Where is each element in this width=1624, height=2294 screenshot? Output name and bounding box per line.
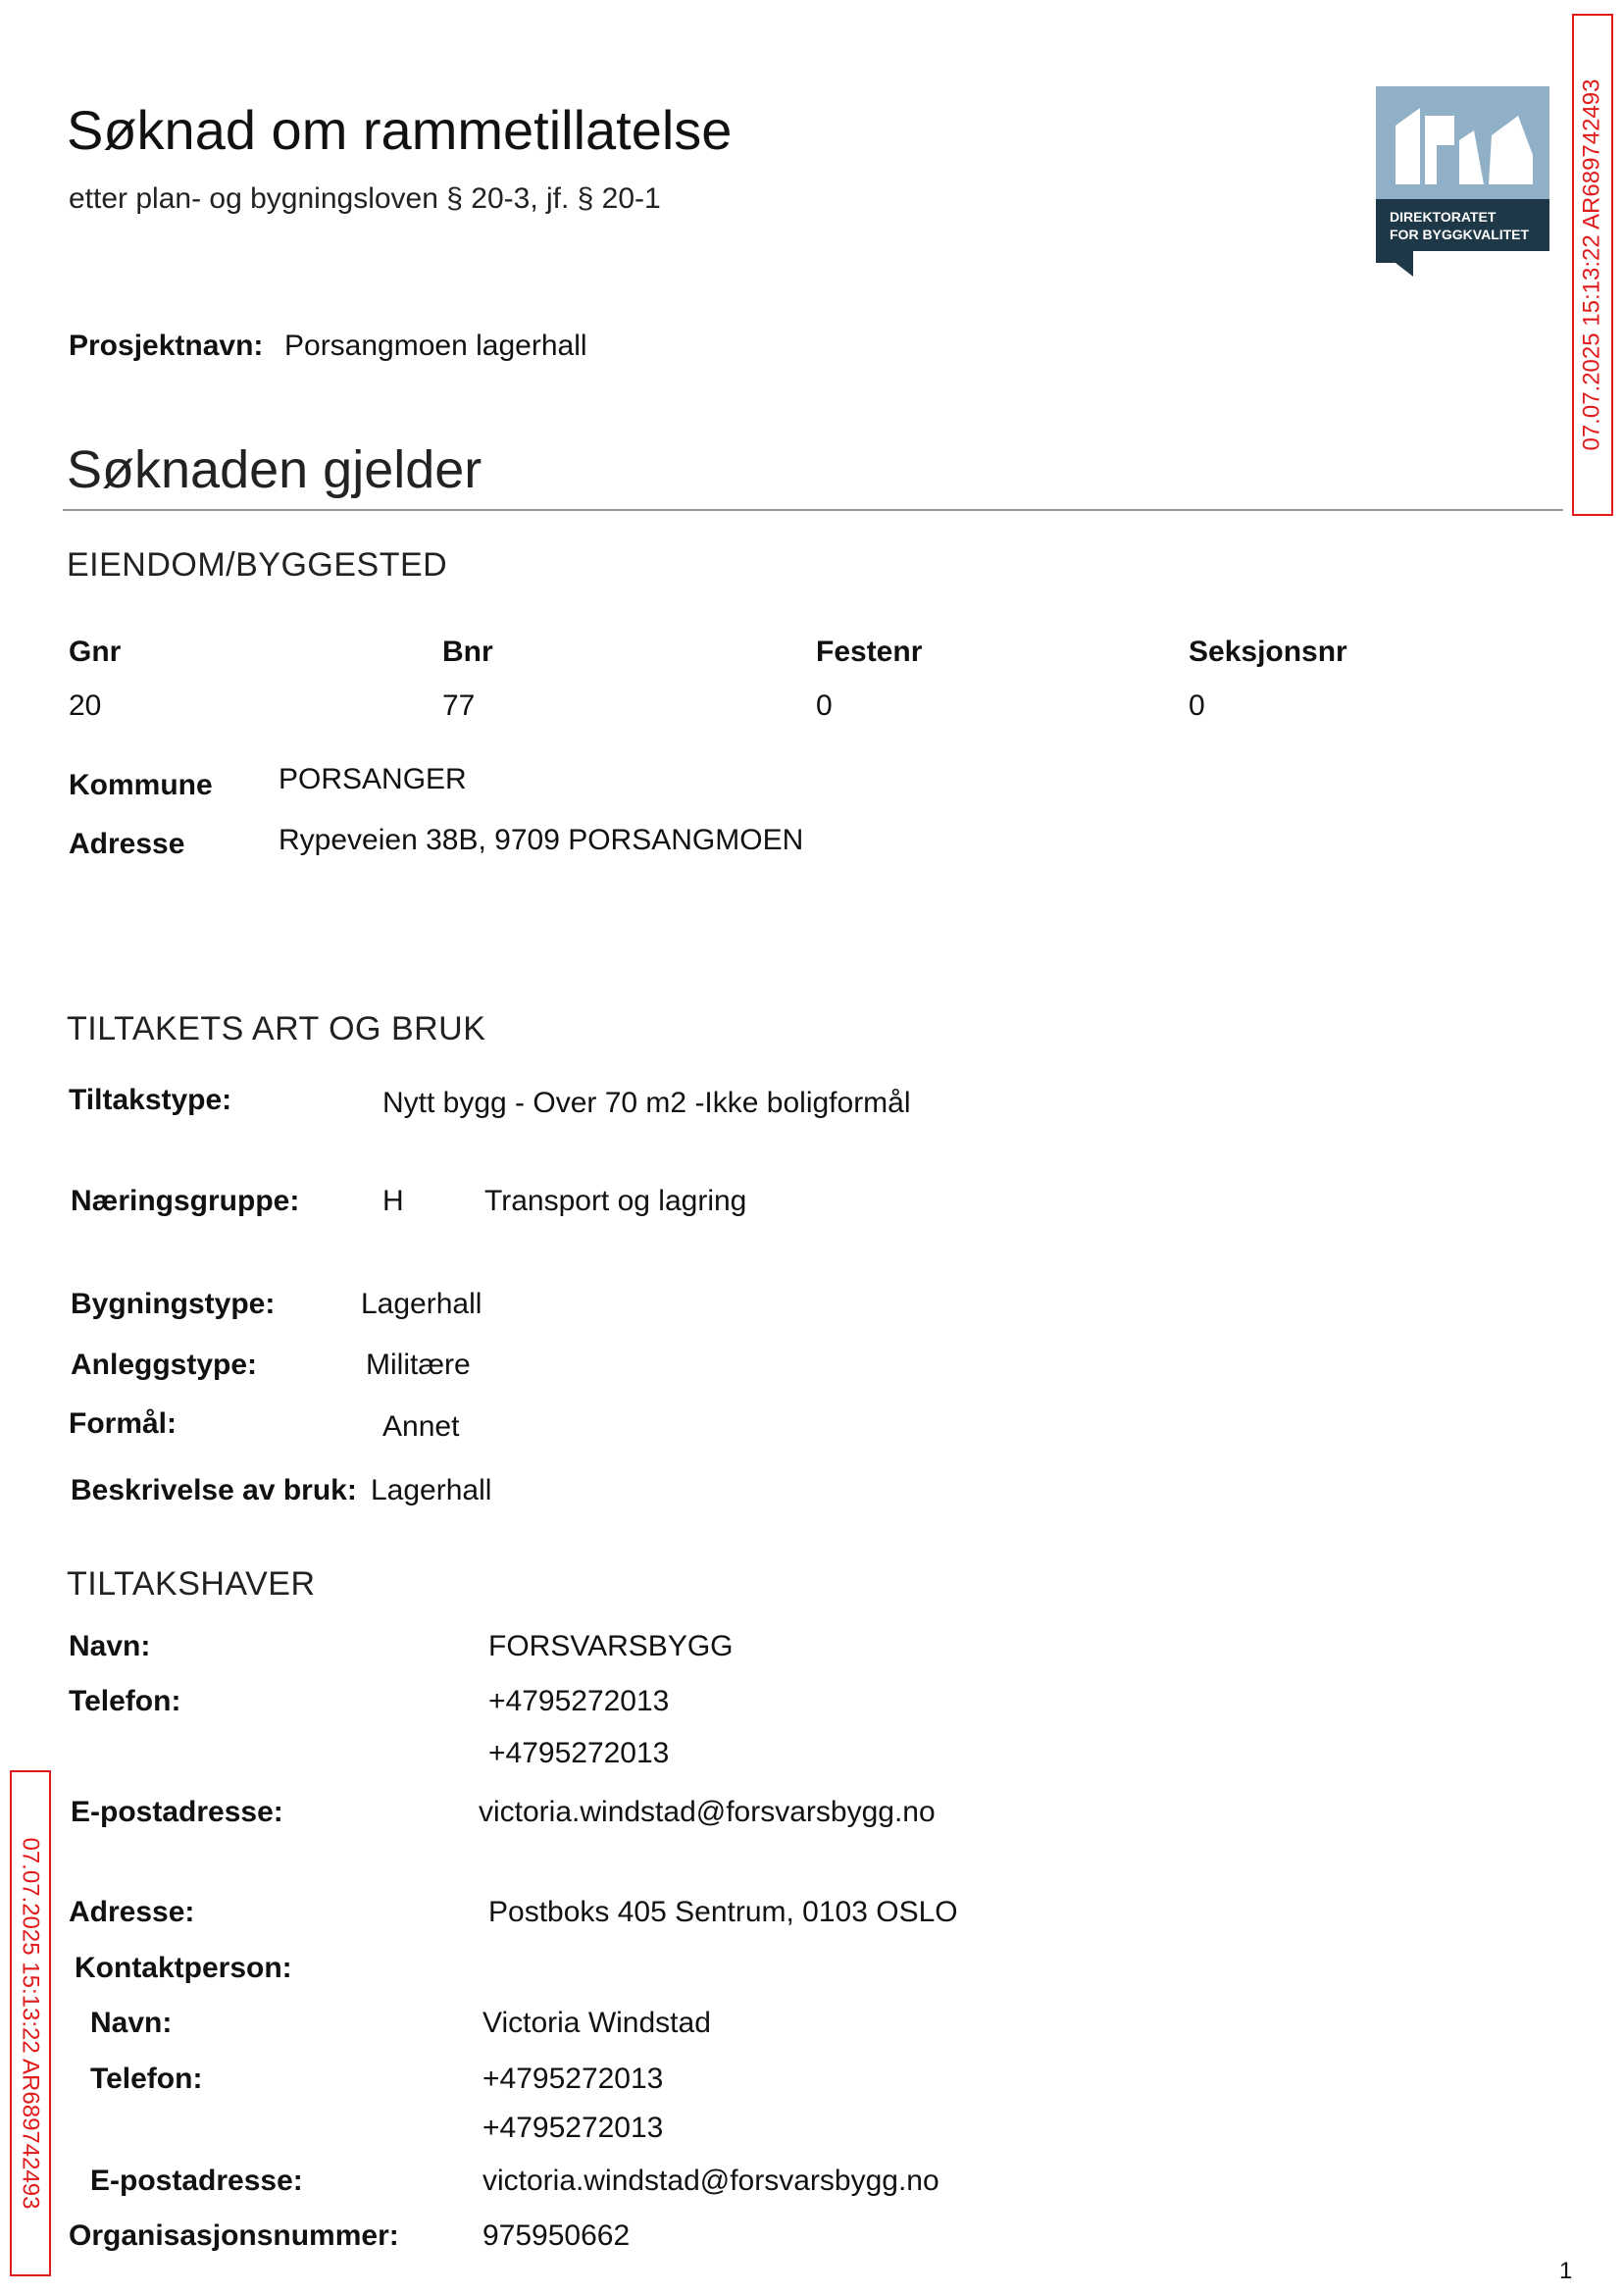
timestamp-stamp-top: [1572, 14, 1613, 516]
seksjonsnr-label: Seksjonsnr: [1189, 636, 1347, 668]
timestamp-stamp-bottom-text: 07.07.2025 15:13:22 AR689742493: [18, 1837, 44, 2210]
naeringsgruppe-label: Næringsgruppe:: [71, 1185, 300, 1217]
kontakt-telefon-value-1: +4795272013: [482, 2063, 664, 2095]
tiltakstype-label: Tiltakstype:: [69, 1084, 232, 1116]
project-name-value: Porsangmoen lagerhall: [284, 330, 587, 362]
bnr-label: Bnr: [442, 636, 493, 668]
adresse-label: Adresse: [69, 828, 185, 860]
timestamp-stamp-bottom: [10, 1770, 51, 2276]
tiltakshaver-navn-value: FORSVARSBYGG: [488, 1630, 734, 1662]
festenr-value: 0: [816, 689, 833, 722]
tiltakshaver-heading: TILTAKSHAVER: [67, 1565, 316, 1603]
svg-text:FOR BYGGKVALITET: FOR BYGGKVALITET: [1390, 227, 1530, 242]
naeringsgruppe-code: H: [382, 1185, 404, 1217]
bnr-value: 77: [442, 689, 476, 722]
tiltakshaver-adresse-value: Postboks 405 Sentrum, 0103 OSLO: [488, 1896, 958, 1928]
tiltakshaver-epost-label: E-postadresse:: [71, 1796, 283, 1828]
naeringsgruppe-value: Transport og lagring: [484, 1185, 747, 1217]
anleggstype-label: Anleggstype:: [71, 1349, 258, 1381]
formal-value: Annet: [382, 1410, 460, 1443]
gnr-label: Gnr: [69, 636, 122, 668]
bygningstype-label: Bygningstype:: [71, 1288, 276, 1320]
kontakt-telefon-value-2: +4795272013: [482, 2112, 664, 2144]
kontakt-navn-label: Navn:: [90, 2007, 173, 2039]
tiltakshaver-adresse-label: Adresse:: [69, 1896, 195, 1928]
seksjonsnr-value: 0: [1189, 689, 1205, 722]
kontakt-navn-value: Victoria Windstad: [482, 2007, 711, 2039]
tiltakstype-value: Nytt bygg - Over 70 m2 -Ikke boligformål: [382, 1087, 911, 1119]
kontakt-epost-value: victoria.windstad@forsvarsbygg.no: [482, 2165, 939, 2197]
project-name-label: Prosjektnavn:: [69, 330, 264, 362]
organisasjonsnummer-value: 975950662: [482, 2219, 631, 2252]
dibk-logo-icon: [1376, 86, 1549, 277]
tiltakshaver-telefon-value-2: +4795272013: [488, 1737, 670, 1769]
beskrivelse-value: Lagerhall: [371, 1474, 492, 1506]
kontakt-telefon-label: Telefon:: [90, 2063, 203, 2095]
tiltakshaver-telefon-value-1: +4795272013: [488, 1685, 670, 1717]
formal-label: Formål:: [69, 1407, 178, 1440]
tiltakshaver-epost-value: victoria.windstad@forsvarsbygg.no: [479, 1796, 936, 1828]
document-subtitle: etter plan- og bygningsloven § 20-3, jf. § 20-1: [69, 182, 661, 215]
tiltak-heading: TILTAKETS ART OG BRUK: [67, 1010, 486, 1047]
timestamp-stamp-top-text: 07.07.2025 15:13:22 AR689742493: [1579, 78, 1605, 451]
organisasjonsnummer-label: Organisasjonsnummer:: [69, 2219, 399, 2252]
kommune-value: PORSANGER: [279, 763, 467, 795]
document-title: Søknad om rammetillatelse: [67, 99, 733, 161]
eiendom-heading: EIENDOM/BYGGESTED: [67, 546, 448, 584]
svg-text:DIREKTORATET: DIREKTORATET: [1390, 209, 1497, 225]
gnr-value: 20: [69, 689, 102, 722]
kontakt-epost-label: E-postadresse:: [90, 2165, 303, 2197]
section-title: Søknaden gjelder: [67, 440, 482, 499]
bygningstype-value: Lagerhall: [361, 1288, 482, 1320]
kommune-label: Kommune: [69, 769, 213, 801]
tiltakshaver-navn-label: Navn:: [69, 1630, 151, 1662]
page-number: 1: [1559, 2258, 1573, 2284]
beskrivelse-label: Beskrivelse av bruk:: [71, 1474, 357, 1506]
anleggstype-value: Militære: [366, 1349, 471, 1381]
adresse-value: Rypeveien 38B, 9709 PORSANGMOEN: [279, 824, 804, 856]
tiltakshaver-telefon-label: Telefon:: [69, 1685, 181, 1717]
dibk-logo: [1376, 86, 1549, 277]
festenr-label: Festenr: [816, 636, 923, 668]
kontaktperson-label: Kontaktperson:: [75, 1952, 292, 1984]
section-divider: [63, 509, 1563, 511]
